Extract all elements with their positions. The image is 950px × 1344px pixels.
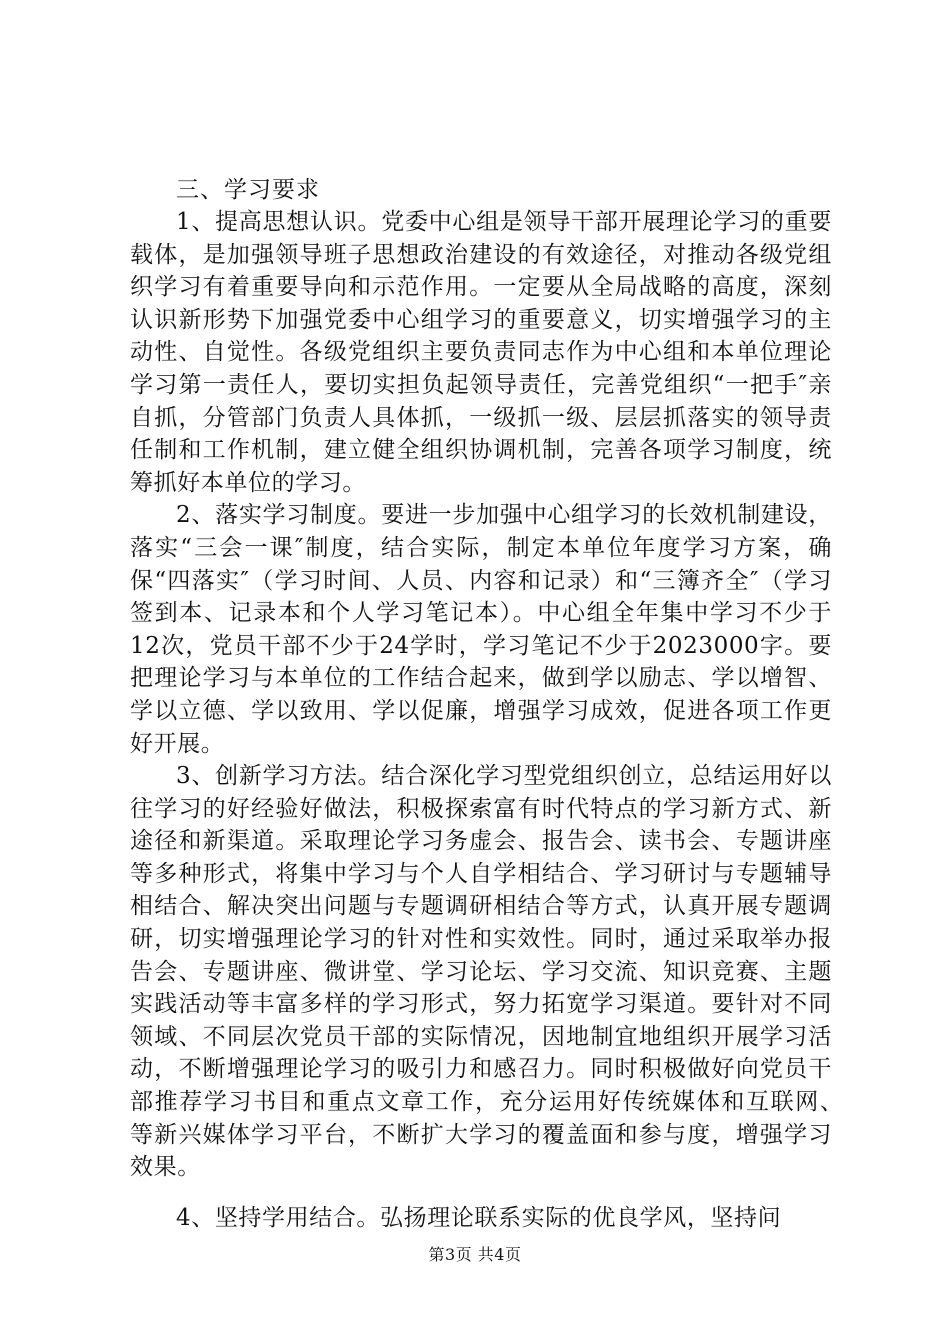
section-heading: 三、学习要求 [176, 177, 320, 203]
page-footer: 第3页 共4页 [428, 1245, 522, 1264]
document-body [130, 174, 864, 1234]
paragraph-4: 4、坚持学用结合。弘扬理论联系实际的优良学风，坚持问 [176, 1204, 782, 1231]
paragraph-1: 1、提高思想认识。党委中心组是领导干部开展理论学习的重要载体，是加强领导班子思想政治建设的有效途径，对推动各级党组织学习有着重要导向和示范作用。一定要从全局战略的高度，深刻认识新形势下加强党委中心组学习的重要意义，切实增强学习的主动性、自觉性。各级党组织主要负责同志作为中心组和本单位理论学习第一责任人，要切实担负起领导责任，完善党组织“一把手″亲自抓，分管部门负责人具体抓，一级抓一级、层层抓落实的领导责任制和工作机制，建立健全组织协调机制，完善各项学习制度，统筹抓好本单位的学习。 [130, 209, 832, 496]
paragraph-3: 3、创新学习方法。结合深化学习型党组织创立，总结运用好以往学习的好经验好做法，积极探索富有时代特点的学习新方式、新途径和新渠道。采取理论学习务虚会、报告会、读书会、专题讲座等多种形式，将集中学习与个人自学相结合、学习研讨与专题辅导相结合、解决突出问题与专题调研相结合等方式，认真开展专题调研，切实增强理论学习的针对性和实效性。同时，通过采取举办报告会、专题讲座、微讲堂、学习论坛、学习交流、知识竞赛、主题实践活动等丰富多样的学习形式，努力拓宽学习渠道。要针对不同领域、不同层次党员干部的实际情况，因地制宜地组织开展学习活动，不断增强理论学习的吸引力和感召力。同时积极做好向党员干部推荐学习书目和重点文章工作，充分运用好传统媒体和互联网、 等新兴媒体学习平台，不断扩大学习的覆盖面和参与度，增强学习效果。 [130, 763, 864, 1181]
paragraph-2: 2、落实学习制度。要进一步加强中心组学习的长效机制建设，落实“三会一课″制度，结合实际，制定本单位年度学习方案，确保“四落实″（学习时间、人员、内容和记录）和“三簿齐全″（学习签到本、记录本和个人学习笔记本）。中心组全年集中学习不少于12次，党员干部不少于24学时，学习笔记不少于2023000字。要把理论学习与本单位的工作结合起来，做到学以励志、学以增智、学以立德、学以致用、学以促廉，增强学习成效，促进各项工作更好开展。 [130, 502, 832, 757]
